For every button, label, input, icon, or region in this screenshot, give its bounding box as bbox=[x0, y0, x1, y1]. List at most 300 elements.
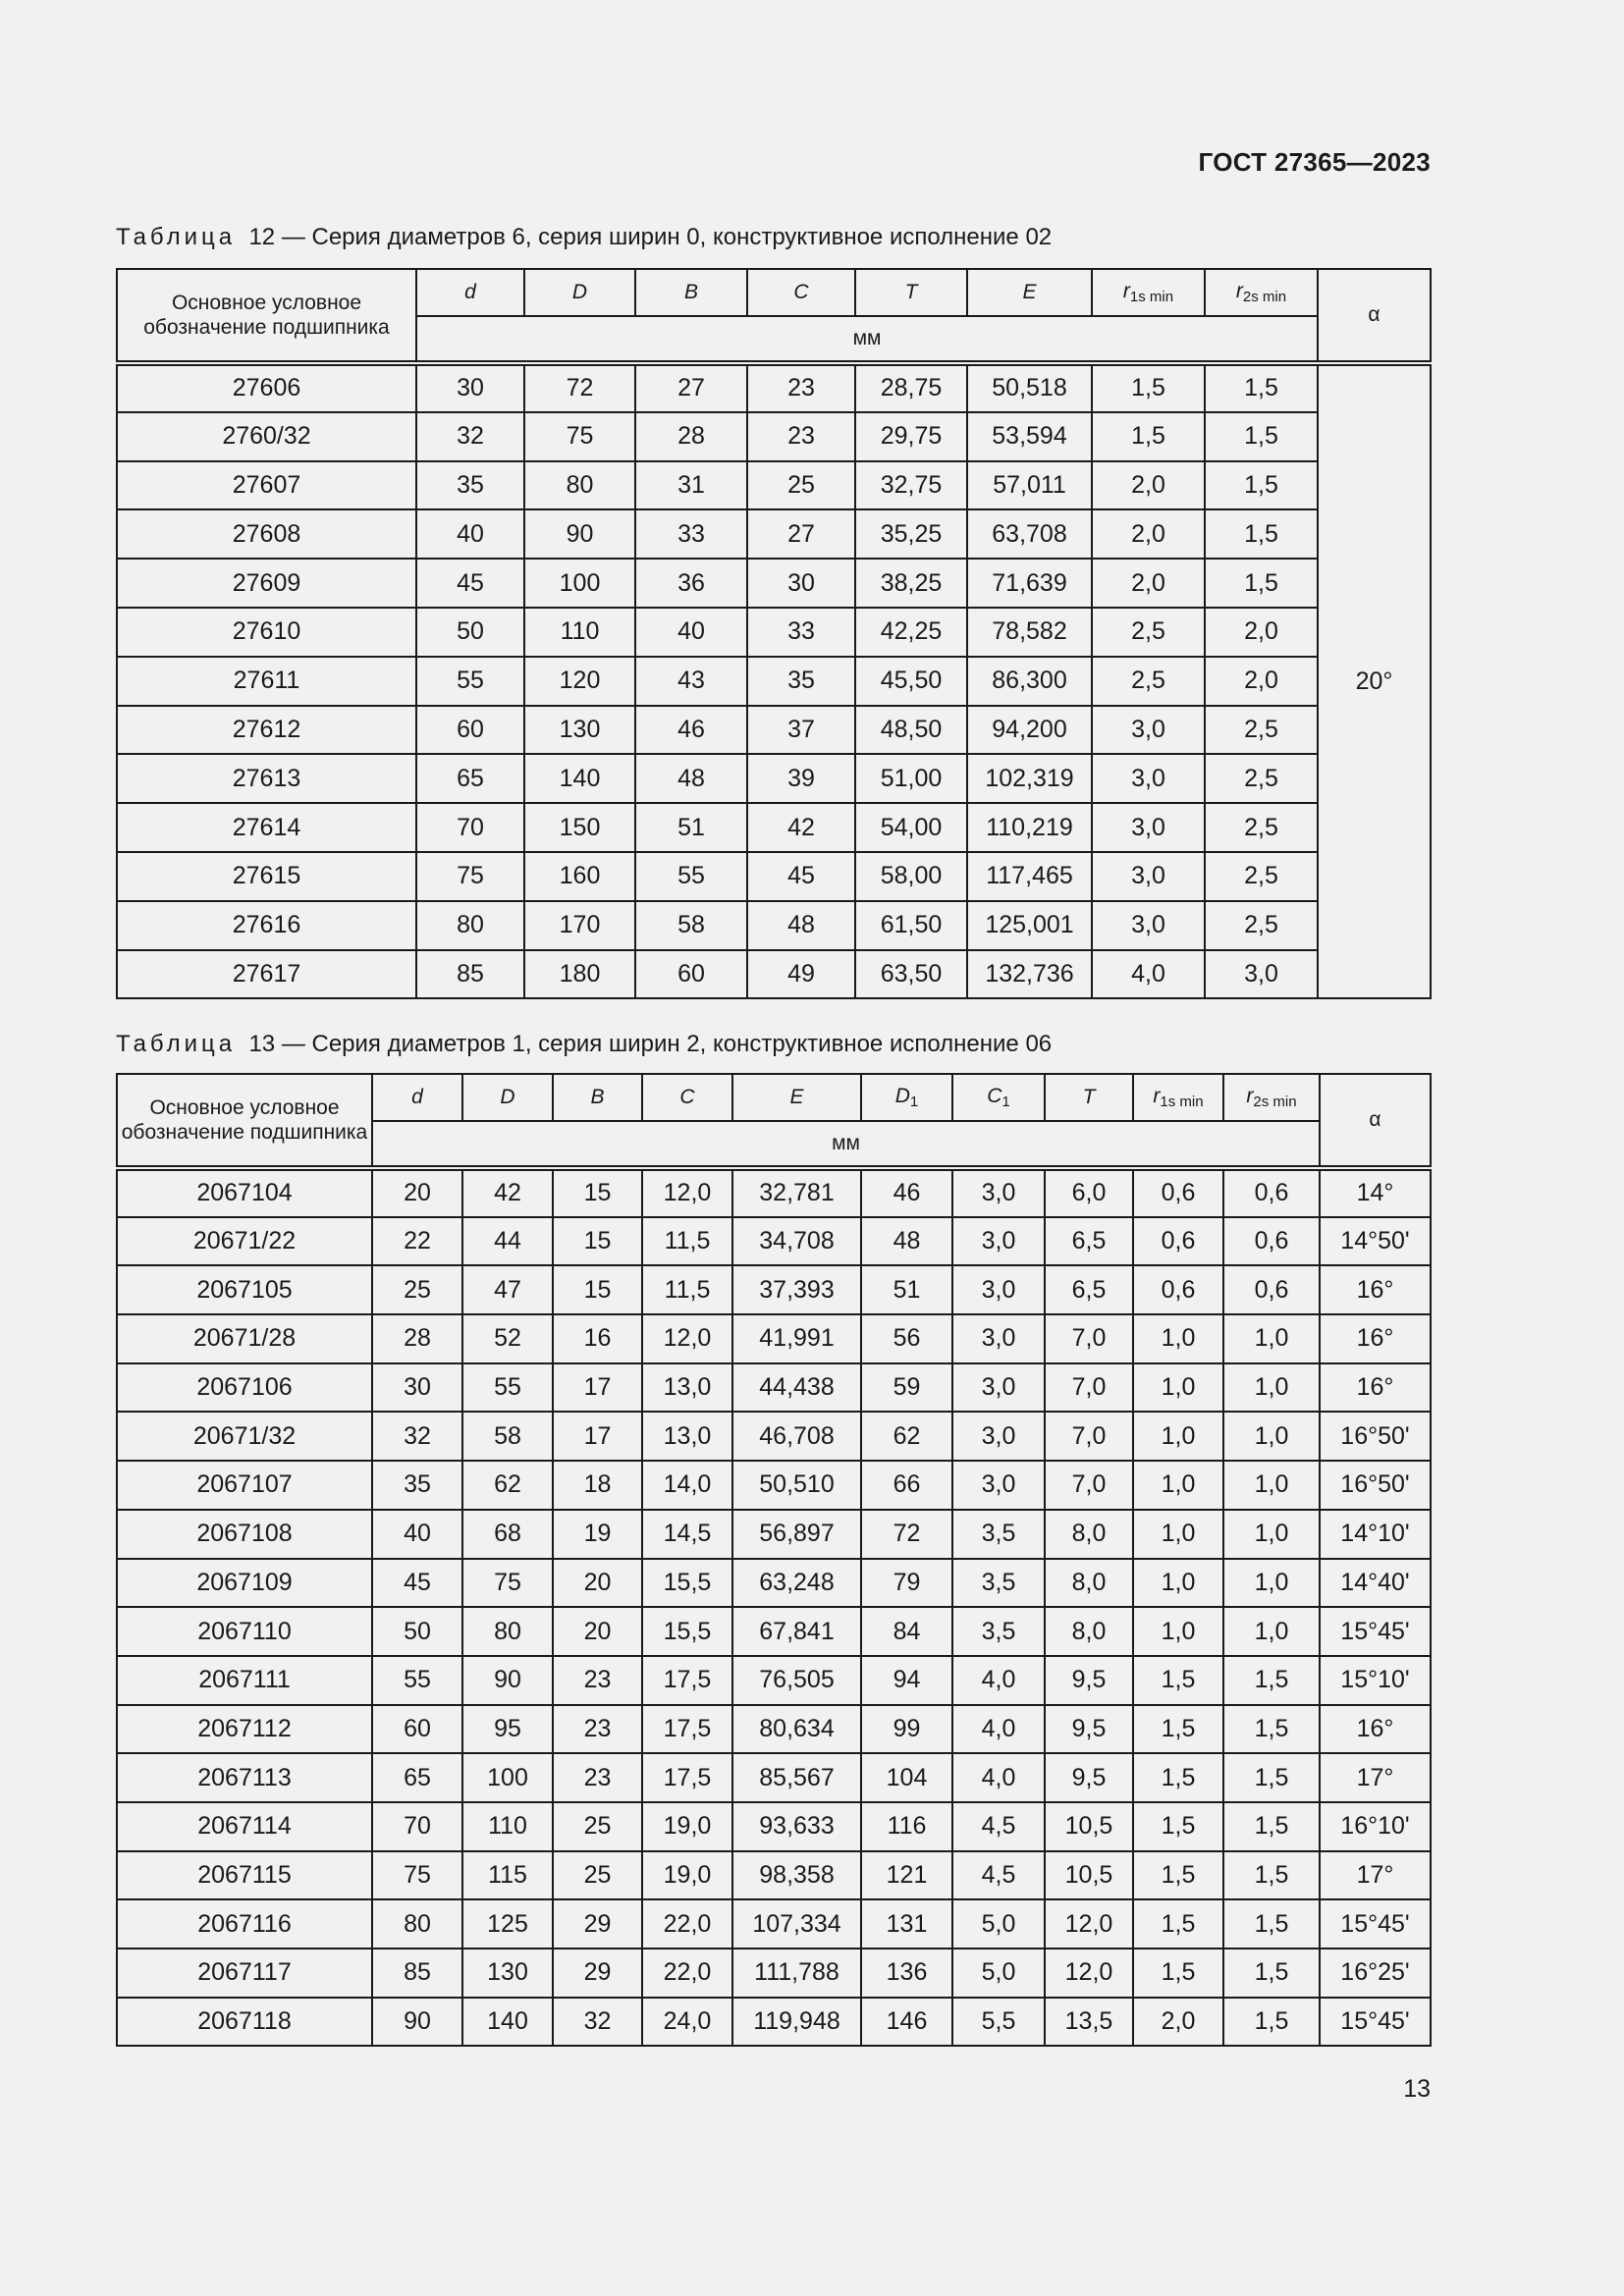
table-cell: 2,5 bbox=[1205, 901, 1318, 950]
table-cell: 3,0 bbox=[1092, 852, 1205, 901]
table-cell: 1,5 bbox=[1133, 1851, 1223, 1900]
table-row bbox=[117, 706, 1431, 755]
table-cell: 35 bbox=[747, 657, 855, 706]
table-cell: 40 bbox=[372, 1510, 462, 1559]
table-cell: 120 bbox=[524, 657, 635, 706]
table-cell: 45 bbox=[416, 559, 524, 608]
table-cell: 2,0 bbox=[1133, 1998, 1223, 2047]
bearing-designation-cell: 2067106 bbox=[117, 1363, 372, 1413]
table-cell: 76,505 bbox=[732, 1656, 861, 1705]
bearing-designation-cell: 2067118 bbox=[117, 1998, 372, 2047]
table-cell: 3,5 bbox=[952, 1510, 1045, 1559]
table-cell: 98,358 bbox=[732, 1851, 861, 1900]
col-header-D1: $D_1$ bbox=[861, 1074, 952, 1121]
table-cell: 60 bbox=[416, 706, 524, 755]
table-cell: 119,948 bbox=[732, 1998, 861, 2047]
table-cell: 170 bbox=[524, 901, 635, 950]
table-cell: 7,0 bbox=[1045, 1412, 1133, 1461]
table-cell: 58,00 bbox=[855, 852, 967, 901]
table-cell: 56,897 bbox=[732, 1510, 861, 1559]
table-cell: 12,0 bbox=[642, 1314, 732, 1363]
table-cell: 17,5 bbox=[642, 1753, 732, 1802]
col-header-D: D bbox=[462, 1074, 553, 1121]
table-cell: 15°45' bbox=[1320, 1899, 1431, 1949]
table-cell: 45,50 bbox=[855, 657, 967, 706]
table-cell: 107,334 bbox=[732, 1899, 861, 1949]
table-cell: 94,200 bbox=[967, 706, 1092, 755]
table-word: Таблица bbox=[116, 1031, 237, 1057]
table-cell: 1,5 bbox=[1223, 1949, 1320, 1998]
table-cell: 3,0 bbox=[952, 1217, 1045, 1266]
table-cell: 1,5 bbox=[1205, 461, 1318, 510]
bearing-designation-cell: 27617 bbox=[117, 950, 416, 999]
table-cell: 30 bbox=[372, 1363, 462, 1413]
table-cell: 25 bbox=[372, 1265, 462, 1314]
table-cell: 2,5 bbox=[1205, 706, 1318, 755]
table-cell: 20 bbox=[372, 1168, 462, 1217]
table-cell: 1,0 bbox=[1133, 1607, 1223, 1656]
table-cell: 12,0 bbox=[1045, 1949, 1133, 1998]
table-cell: 80 bbox=[524, 461, 635, 510]
table-row bbox=[117, 608, 1431, 657]
table-cell: 32 bbox=[416, 412, 524, 461]
table-cell: 125,001 bbox=[967, 901, 1092, 950]
bearing-designation-cell: 27612 bbox=[117, 706, 416, 755]
table-13-body bbox=[117, 1168, 1431, 2046]
table-row bbox=[117, 1265, 1431, 1314]
table-row bbox=[117, 1217, 1431, 1266]
table-13 bbox=[116, 1073, 1432, 2047]
col-header-B: B bbox=[635, 269, 747, 316]
table-cell: 14,5 bbox=[642, 1510, 732, 1559]
table-cell: 11,5 bbox=[642, 1217, 732, 1266]
table-cell: 2,5 bbox=[1092, 657, 1205, 706]
table-cell: 16° bbox=[1320, 1705, 1431, 1754]
table-cell: 22,0 bbox=[642, 1949, 732, 1998]
table-cell: 16°50' bbox=[1320, 1461, 1431, 1510]
table-cell: 29,75 bbox=[855, 412, 967, 461]
table-cell: 48 bbox=[747, 901, 855, 950]
table-12 bbox=[116, 268, 1432, 999]
table-cell: 79 bbox=[861, 1559, 952, 1608]
bearing-designation-cell: 2067111 bbox=[117, 1656, 372, 1705]
table-cell: 50,510 bbox=[732, 1461, 861, 1510]
table-cell: 116 bbox=[861, 1802, 952, 1851]
table-cell: 62 bbox=[462, 1461, 553, 1510]
table-cell: 104 bbox=[861, 1753, 952, 1802]
col-header-r1s-min: $r_{1s min}$ bbox=[1133, 1074, 1223, 1121]
table-row bbox=[117, 950, 1431, 999]
alpha-value-cell: 20° bbox=[1318, 363, 1431, 998]
bearing-designation-cell: 20671/22 bbox=[117, 1217, 372, 1266]
table-row bbox=[117, 1851, 1431, 1900]
table-row bbox=[117, 1510, 1431, 1559]
table-cell: 125 bbox=[462, 1899, 553, 1949]
table-cell: 60 bbox=[635, 950, 747, 999]
table-cell: 11,5 bbox=[642, 1265, 732, 1314]
table-cell: 4,0 bbox=[952, 1705, 1045, 1754]
table-cell: 1,5 bbox=[1133, 1656, 1223, 1705]
table-row bbox=[117, 1998, 1431, 2047]
table-cell: 1,5 bbox=[1223, 1753, 1320, 1802]
table-13-title: 13 — Серия диаметров 1, серия ширин 2, конструктивное исполнение 06 bbox=[248, 1031, 1053, 1057]
table-cell: 13,0 bbox=[642, 1412, 732, 1461]
table-cell: 25 bbox=[553, 1851, 642, 1900]
table-cell: 1,5 bbox=[1223, 1998, 1320, 2047]
table-cell: 23 bbox=[747, 412, 855, 461]
table-cell: 23 bbox=[553, 1705, 642, 1754]
table-cell: 32 bbox=[372, 1412, 462, 1461]
table-cell: 2,0 bbox=[1092, 559, 1205, 608]
table-row bbox=[117, 1949, 1431, 1998]
table-cell: 1,5 bbox=[1133, 1899, 1223, 1949]
table-row bbox=[117, 657, 1431, 706]
table-cell: 3,0 bbox=[952, 1265, 1045, 1314]
bearing-designation-cell: 27616 bbox=[117, 901, 416, 950]
table-row bbox=[117, 754, 1431, 803]
table-cell: 22 bbox=[372, 1217, 462, 1266]
table-cell: 2,0 bbox=[1092, 461, 1205, 510]
table-cell: 121 bbox=[861, 1851, 952, 1900]
table-cell: 27 bbox=[635, 363, 747, 412]
table-cell: 1,5 bbox=[1133, 1949, 1223, 1998]
page-number: 13 bbox=[1403, 2075, 1431, 2103]
bearing-designation-cell: 27610 bbox=[117, 608, 416, 657]
table-cell: 8,0 bbox=[1045, 1559, 1133, 1608]
table-cell: 3,0 bbox=[1092, 706, 1205, 755]
table-cell: 117,465 bbox=[967, 852, 1092, 901]
table-13-caption bbox=[116, 1031, 1052, 1058]
table-cell: 39 bbox=[747, 754, 855, 803]
table-cell: 58 bbox=[635, 901, 747, 950]
table-cell: 146 bbox=[861, 1998, 952, 2047]
table-cell: 51 bbox=[861, 1265, 952, 1314]
col-header-T: T bbox=[1045, 1074, 1133, 1121]
table-cell: 38,25 bbox=[855, 559, 967, 608]
table-cell: 1,5 bbox=[1223, 1656, 1320, 1705]
table-cell: 25 bbox=[553, 1802, 642, 1851]
table-cell: 15 bbox=[553, 1217, 642, 1266]
table-cell: 1,5 bbox=[1205, 363, 1318, 412]
table-cell: 44 bbox=[462, 1217, 553, 1266]
table-cell: 35,25 bbox=[855, 509, 967, 559]
table-cell: 2,5 bbox=[1205, 852, 1318, 901]
table-cell: 22,0 bbox=[642, 1899, 732, 1949]
table-cell: 67,841 bbox=[732, 1607, 861, 1656]
table-cell: 1,5 bbox=[1223, 1802, 1320, 1851]
table-cell: 25 bbox=[747, 461, 855, 510]
table-cell: 100 bbox=[524, 559, 635, 608]
table-12-body bbox=[117, 363, 1431, 998]
alpha-header: α bbox=[1318, 269, 1431, 363]
table-cell: 30 bbox=[747, 559, 855, 608]
table-cell: 150 bbox=[524, 803, 635, 852]
table-cell: 30 bbox=[416, 363, 524, 412]
table-cell: 46 bbox=[861, 1168, 952, 1217]
table-12-title: 12 — Серия диаметров 6, серия ширин 0, конструктивное исполнение 02 bbox=[248, 224, 1053, 250]
table-cell: 14° bbox=[1320, 1168, 1431, 1217]
table-cell: 14,0 bbox=[642, 1461, 732, 1510]
table-cell: 3,5 bbox=[952, 1559, 1045, 1608]
table-cell: 1,0 bbox=[1223, 1461, 1320, 1510]
table-cell: 1,0 bbox=[1223, 1607, 1320, 1656]
table-cell: 80 bbox=[416, 901, 524, 950]
table-cell: 54,00 bbox=[855, 803, 967, 852]
table-cell: 55 bbox=[635, 852, 747, 901]
bearing-designation-cell: 2067110 bbox=[117, 1607, 372, 1656]
table-cell: 16° bbox=[1320, 1265, 1431, 1314]
table-cell: 110 bbox=[524, 608, 635, 657]
table-row bbox=[117, 1168, 1431, 1217]
table-cell: 68 bbox=[462, 1510, 553, 1559]
table-cell: 4,5 bbox=[952, 1802, 1045, 1851]
table-cell: 50 bbox=[416, 608, 524, 657]
col-header-r1s-min: $r_{1s min}$ bbox=[1092, 269, 1205, 316]
table-cell: 24,0 bbox=[642, 1998, 732, 2047]
table-row bbox=[117, 1314, 1431, 1363]
table-cell: 3,0 bbox=[952, 1461, 1045, 1510]
table-cell: 51 bbox=[635, 803, 747, 852]
table-row bbox=[117, 901, 1431, 950]
table-cell: 37,393 bbox=[732, 1265, 861, 1314]
table-cell: 61,50 bbox=[855, 901, 967, 950]
table-cell: 15,5 bbox=[642, 1607, 732, 1656]
table-cell: 2,0 bbox=[1205, 608, 1318, 657]
table-cell: 3,0 bbox=[952, 1314, 1045, 1363]
table-cell: 100 bbox=[462, 1753, 553, 1802]
table-cell: 32,75 bbox=[855, 461, 967, 510]
table-cell: 57,011 bbox=[967, 461, 1092, 510]
table-cell: 95 bbox=[462, 1705, 553, 1754]
table-cell: 1,0 bbox=[1133, 1510, 1223, 1559]
table-cell: 1,0 bbox=[1223, 1314, 1320, 1363]
table-row bbox=[117, 1461, 1431, 1510]
table-cell: 5,5 bbox=[952, 1998, 1045, 2047]
col-header-r2s-min: $r_{2s min}$ bbox=[1223, 1074, 1320, 1121]
table-cell: 10,5 bbox=[1045, 1802, 1133, 1851]
table-cell: 17,5 bbox=[642, 1656, 732, 1705]
table-cell: 9,5 bbox=[1045, 1656, 1133, 1705]
table-cell: 1,5 bbox=[1133, 1802, 1223, 1851]
table-cell: 51,00 bbox=[855, 754, 967, 803]
col-header-d: d bbox=[372, 1074, 462, 1121]
table-cell: 49 bbox=[747, 950, 855, 999]
table-cell: 130 bbox=[524, 706, 635, 755]
bearing-designation-cell: 27613 bbox=[117, 754, 416, 803]
table-cell: 16°50' bbox=[1320, 1412, 1431, 1461]
table-row bbox=[117, 1363, 1431, 1413]
table-cell: 1,5 bbox=[1223, 1899, 1320, 1949]
table-cell: 46,708 bbox=[732, 1412, 861, 1461]
table-cell: 1,0 bbox=[1223, 1412, 1320, 1461]
table-cell: 13,5 bbox=[1045, 1998, 1133, 2047]
table-cell: 140 bbox=[462, 1998, 553, 2047]
table-cell: 78,582 bbox=[967, 608, 1092, 657]
bearing-designation-cell: 27611 bbox=[117, 657, 416, 706]
table-cell: 16°10' bbox=[1320, 1802, 1431, 1851]
table-cell: 0,6 bbox=[1133, 1217, 1223, 1266]
table-cell: 90 bbox=[372, 1998, 462, 2047]
table-cell: 15 bbox=[553, 1168, 642, 1217]
table-cell: 1,5 bbox=[1223, 1851, 1320, 1900]
table-cell: 7,0 bbox=[1045, 1314, 1133, 1363]
bearing-designation-header: Основное условное обозначение подшипника bbox=[117, 269, 416, 363]
table-cell: 55 bbox=[416, 657, 524, 706]
table-row bbox=[117, 1656, 1431, 1705]
table-cell: 9,5 bbox=[1045, 1753, 1133, 1802]
table-cell: 12,0 bbox=[1045, 1899, 1133, 1949]
table-row bbox=[117, 363, 1431, 412]
table-cell: 0,6 bbox=[1133, 1168, 1223, 1217]
table-cell: 4,0 bbox=[952, 1753, 1045, 1802]
table-cell: 42,25 bbox=[855, 608, 967, 657]
table-cell: 15°10' bbox=[1320, 1656, 1431, 1705]
table-cell: 3,0 bbox=[952, 1412, 1045, 1461]
units-header: мм bbox=[416, 316, 1318, 363]
table-cell: 1,0 bbox=[1223, 1363, 1320, 1413]
table-cell: 1,0 bbox=[1133, 1412, 1223, 1461]
table-cell: 29 bbox=[553, 1949, 642, 1998]
table-cell: 115 bbox=[462, 1851, 553, 1900]
table-cell: 4,5 bbox=[952, 1851, 1045, 1900]
bearing-designation-cell: 2067109 bbox=[117, 1559, 372, 1608]
table-cell: 17 bbox=[553, 1363, 642, 1413]
table-cell: 3,0 bbox=[1092, 803, 1205, 852]
table-cell: 1,5 bbox=[1092, 363, 1205, 412]
col-header-E: E bbox=[732, 1074, 861, 1121]
table-cell: 62 bbox=[861, 1412, 952, 1461]
table-cell: 18 bbox=[553, 1461, 642, 1510]
table-row bbox=[117, 1412, 1431, 1461]
table-cell: 28 bbox=[635, 412, 747, 461]
table-row bbox=[117, 1559, 1431, 1608]
table-row bbox=[117, 509, 1431, 559]
table-cell: 55 bbox=[462, 1363, 553, 1413]
table-cell: 1,5 bbox=[1205, 412, 1318, 461]
table-cell: 19,0 bbox=[642, 1851, 732, 1900]
table-cell: 28 bbox=[372, 1314, 462, 1363]
table-cell: 80 bbox=[372, 1899, 462, 1949]
table-cell: 31 bbox=[635, 461, 747, 510]
table-cell: 17° bbox=[1320, 1753, 1431, 1802]
table-cell: 14°40' bbox=[1320, 1559, 1431, 1608]
bearing-designation-cell: 2067114 bbox=[117, 1802, 372, 1851]
col-header-C1: $C_1$ bbox=[952, 1074, 1045, 1121]
table-cell: 35 bbox=[372, 1461, 462, 1510]
bearing-designation-cell: 27615 bbox=[117, 852, 416, 901]
table-cell: 7,0 bbox=[1045, 1363, 1133, 1413]
table-cell: 80,634 bbox=[732, 1705, 861, 1754]
table-cell: 28,75 bbox=[855, 363, 967, 412]
table-cell: 37 bbox=[747, 706, 855, 755]
table-cell: 3,0 bbox=[1205, 950, 1318, 999]
table-cell: 85,567 bbox=[732, 1753, 861, 1802]
bearing-designation-cell: 2760/32 bbox=[117, 412, 416, 461]
table-cell: 16 bbox=[553, 1314, 642, 1363]
table-cell: 33 bbox=[747, 608, 855, 657]
bearing-designation-cell: 27608 bbox=[117, 509, 416, 559]
table-cell: 32 bbox=[553, 1998, 642, 2047]
table-row bbox=[117, 1607, 1431, 1656]
table-cell: 16° bbox=[1320, 1314, 1431, 1363]
table-cell: 99 bbox=[861, 1705, 952, 1754]
table-cell: 17 bbox=[553, 1412, 642, 1461]
bearing-designation-cell: 2067115 bbox=[117, 1851, 372, 1900]
table-cell: 93,633 bbox=[732, 1802, 861, 1851]
table-cell: 16° bbox=[1320, 1363, 1431, 1413]
table-cell: 40 bbox=[416, 509, 524, 559]
table-cell: 50 bbox=[372, 1607, 462, 1656]
table-cell: 41,991 bbox=[732, 1314, 861, 1363]
table-cell: 72 bbox=[524, 363, 635, 412]
table-cell: 5,0 bbox=[952, 1949, 1045, 1998]
bearing-designation-cell: 27607 bbox=[117, 461, 416, 510]
table-cell: 2,0 bbox=[1092, 509, 1205, 559]
table-cell: 3,0 bbox=[952, 1168, 1045, 1217]
table-cell: 15°45' bbox=[1320, 1998, 1431, 2047]
table-cell: 14°10' bbox=[1320, 1510, 1431, 1559]
table-cell: 0,6 bbox=[1223, 1168, 1320, 1217]
table-cell: 20 bbox=[553, 1559, 642, 1608]
table-cell: 85 bbox=[372, 1949, 462, 1998]
table-cell: 10,5 bbox=[1045, 1851, 1133, 1900]
table-cell: 27 bbox=[747, 509, 855, 559]
table-cell: 0,6 bbox=[1223, 1265, 1320, 1314]
table-cell: 131 bbox=[861, 1899, 952, 1949]
table-cell: 90 bbox=[462, 1656, 553, 1705]
table-cell: 1,0 bbox=[1133, 1363, 1223, 1413]
table-cell: 15,5 bbox=[642, 1559, 732, 1608]
table-cell: 23 bbox=[553, 1656, 642, 1705]
table-cell: 1,5 bbox=[1205, 559, 1318, 608]
table-cell: 111,788 bbox=[732, 1949, 861, 1998]
col-header-T: T bbox=[855, 269, 967, 316]
table-cell: 58 bbox=[462, 1412, 553, 1461]
table-cell: 48,50 bbox=[855, 706, 967, 755]
table-cell: 50,518 bbox=[967, 363, 1092, 412]
table-cell: 180 bbox=[524, 950, 635, 999]
table-cell: 2,5 bbox=[1092, 608, 1205, 657]
bearing-designation-cell: 2067112 bbox=[117, 1705, 372, 1754]
table-cell: 40 bbox=[635, 608, 747, 657]
bearing-designation-cell: 2067105 bbox=[117, 1265, 372, 1314]
table-word: Таблица bbox=[116, 224, 237, 250]
table-row bbox=[117, 412, 1431, 461]
table-cell: 72 bbox=[861, 1510, 952, 1559]
alpha-header: α bbox=[1320, 1074, 1431, 1168]
col-header-d: d bbox=[416, 269, 524, 316]
table-cell: 23 bbox=[553, 1753, 642, 1802]
table-cell: 65 bbox=[372, 1753, 462, 1802]
bearing-designation-cell: 27606 bbox=[117, 363, 416, 412]
table-cell: 63,50 bbox=[855, 950, 967, 999]
table-cell: 102,319 bbox=[967, 754, 1092, 803]
table-cell: 19,0 bbox=[642, 1802, 732, 1851]
bearing-designation-cell: 27614 bbox=[117, 803, 416, 852]
bearing-designation-cell: 20671/32 bbox=[117, 1412, 372, 1461]
table-cell: 0,6 bbox=[1133, 1265, 1223, 1314]
table-cell: 4,0 bbox=[1092, 950, 1205, 999]
table-cell: 34,708 bbox=[732, 1217, 861, 1266]
table-cell: 140 bbox=[524, 754, 635, 803]
table-cell: 130 bbox=[462, 1949, 553, 1998]
table-cell: 85 bbox=[416, 950, 524, 999]
bearing-designation-cell: 27609 bbox=[117, 559, 416, 608]
table-cell: 70 bbox=[372, 1802, 462, 1851]
bearing-designation-cell: 2067108 bbox=[117, 1510, 372, 1559]
table-cell: 90 bbox=[524, 509, 635, 559]
table-cell: 7,0 bbox=[1045, 1461, 1133, 1510]
